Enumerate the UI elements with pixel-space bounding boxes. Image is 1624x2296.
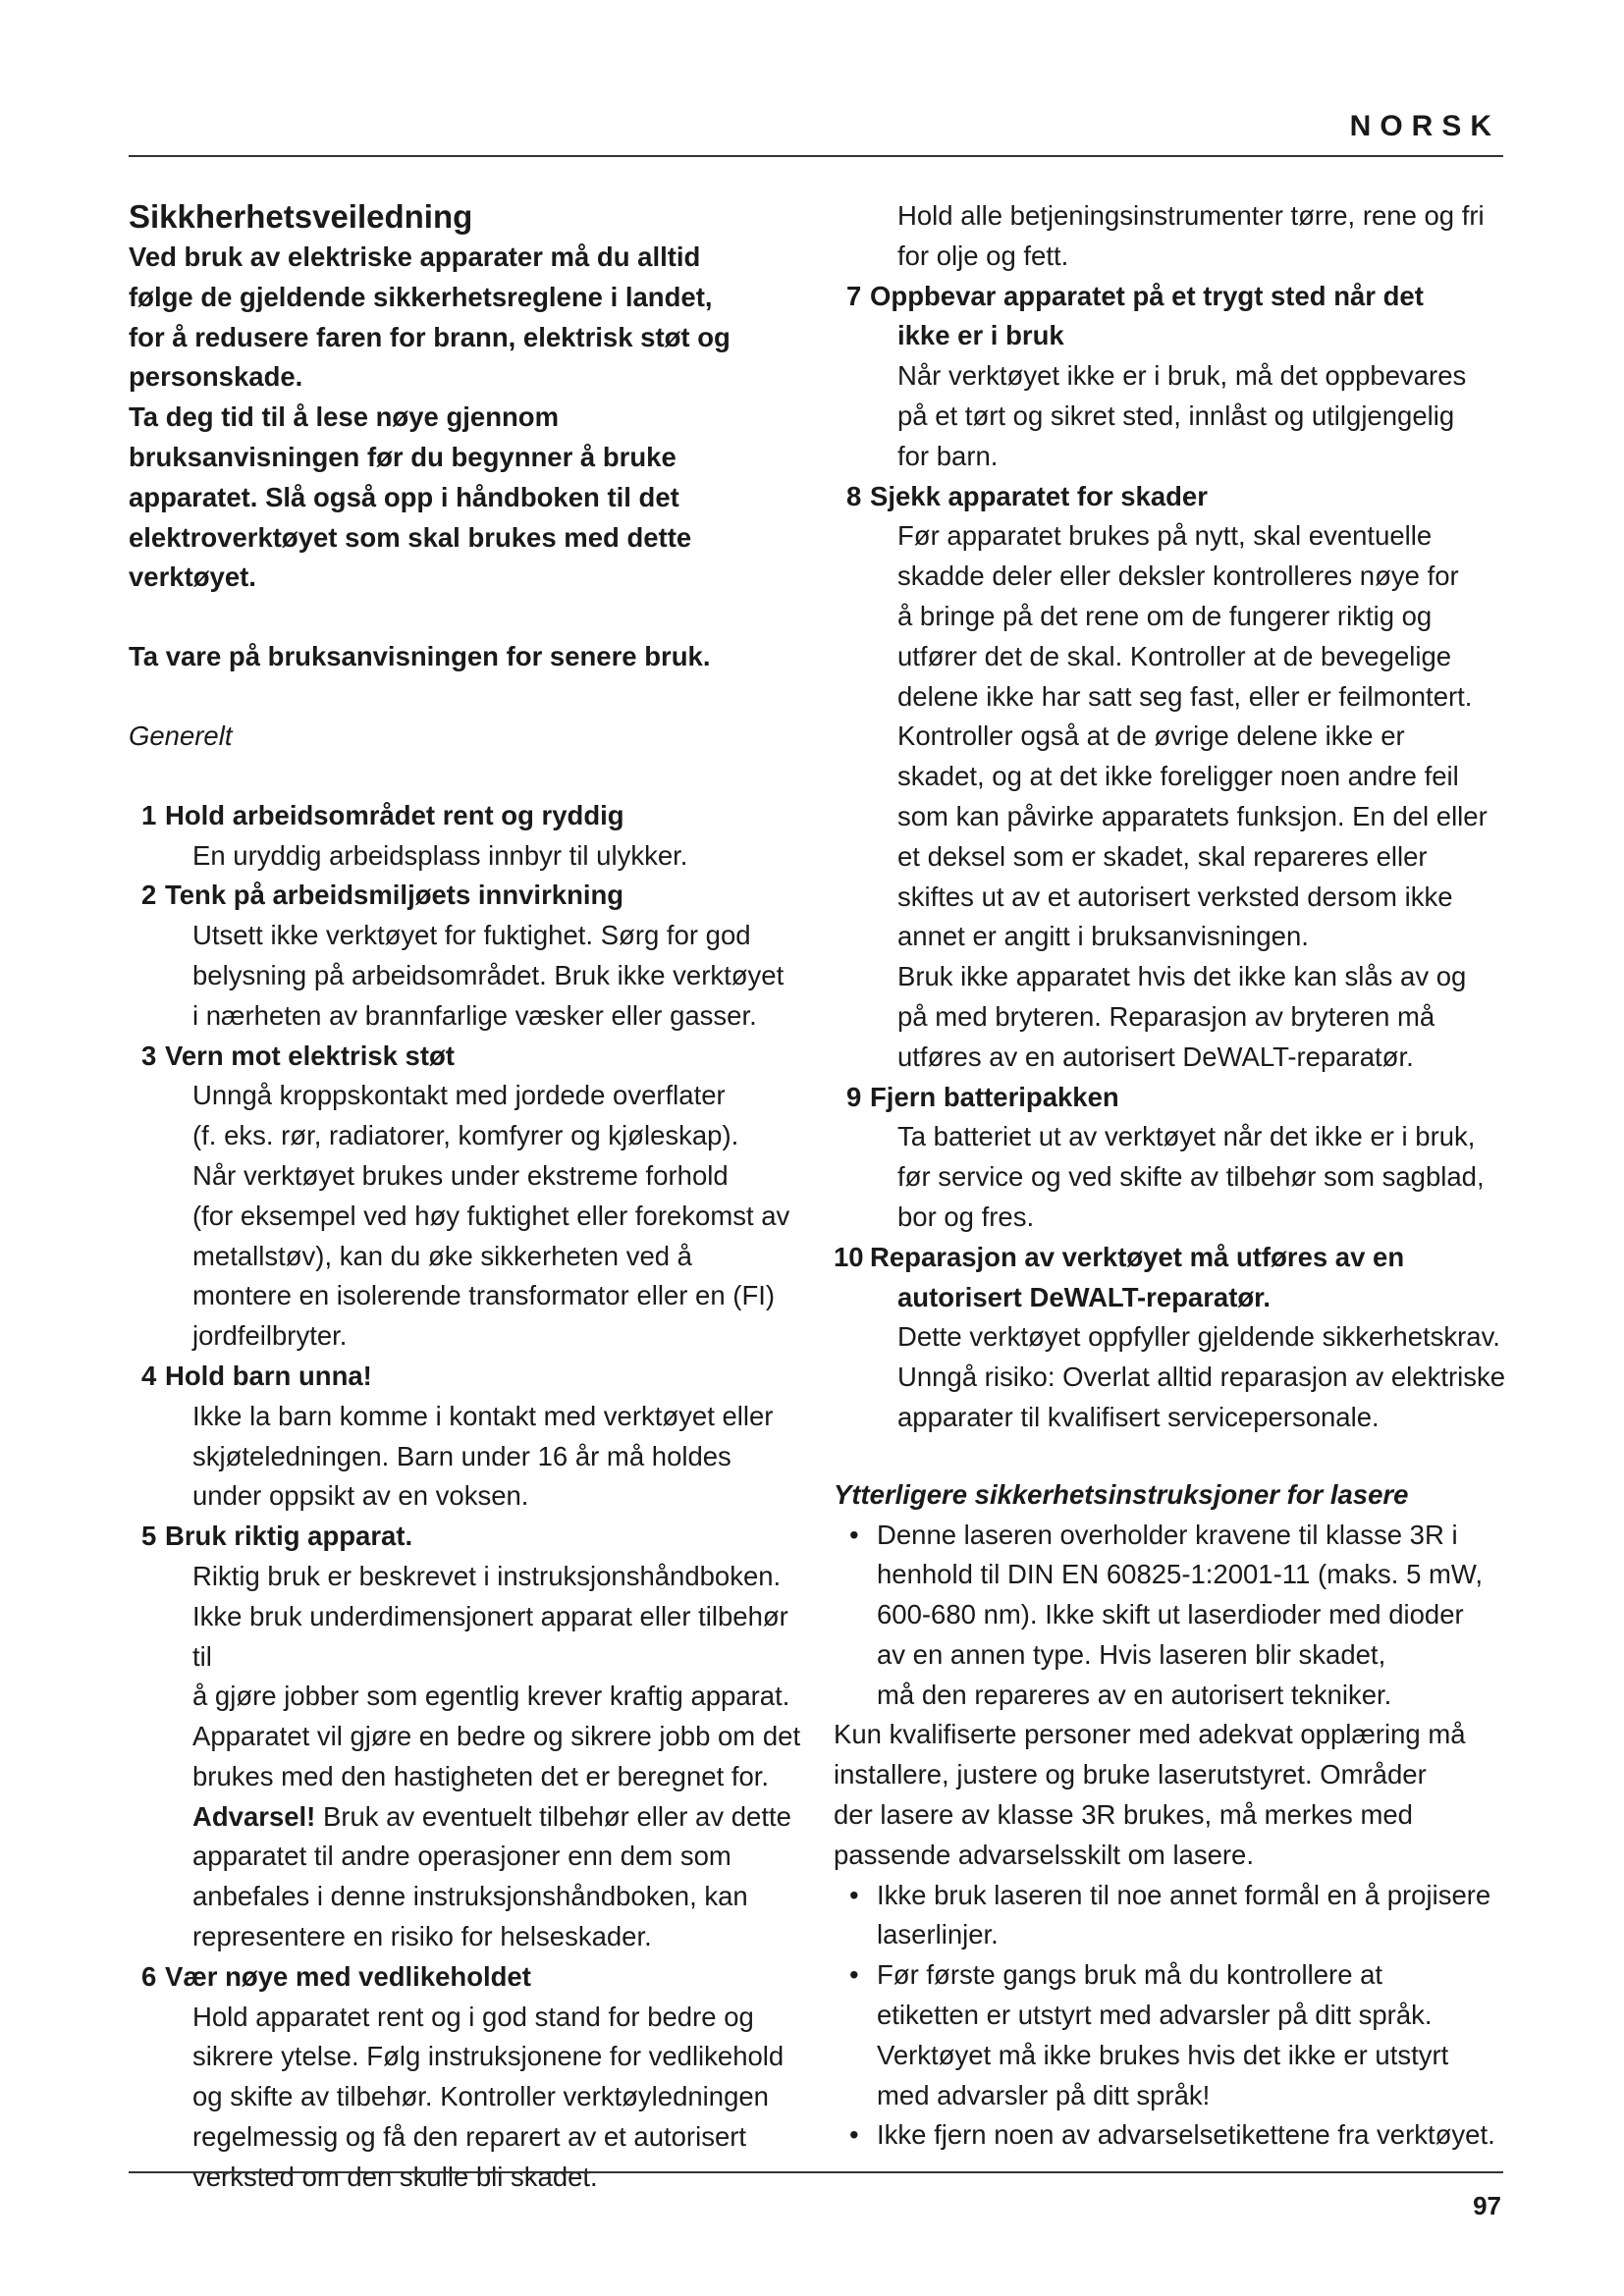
bullet-line: Ikke bruk laseren til noe annet formål en å projisere	[877, 1879, 1491, 1910]
item-body-line: for olje og fett.	[897, 240, 1069, 271]
item-body-line: Utsett ikke verktøyet for fuktighet. Sørg for god	[192, 920, 751, 951]
bullet-line: Før første gangs bruk må du kontrollere at	[877, 1959, 1383, 1991]
item-body-line: på med bryteren. Reparasjon av bryteren må	[897, 1000, 1435, 1032]
intro-line: personskade.	[129, 361, 303, 393]
item-body-line: for barn.	[897, 440, 999, 471]
item-body-line: før service og ved skifte av tilbehør som sagblad,	[897, 1161, 1485, 1193]
item-body-line: verksted om den skulle bli skadet.	[192, 2161, 598, 2192]
item-body-line: Ta batteriet ut av verktøyet når det ikke er i bruk,	[897, 1121, 1476, 1152]
item-body-line: Når verktøyet ikke er i bruk, må det oppbevares	[897, 360, 1467, 392]
item-body-line: Hold apparatet rent og i god stand for bedre og	[192, 2001, 754, 2032]
page-title: Sikkherhetsveiledning	[129, 198, 473, 235]
section-heading-general: Generelt	[129, 720, 233, 751]
safety-item-5	[129, 1517, 806, 1957]
item-body-line: skjøteledningen. Barn under 16 år må holdes	[192, 1440, 731, 1471]
left-column	[129, 196, 806, 2198]
item-heading: Fjern batteripakken	[870, 1081, 1119, 1112]
item-body-line: Apparatet vil gjøre en bedre og sikrere jobb om det	[192, 1721, 801, 1752]
bullet-line: etiketten er utstyrt med advarsler på ditt språk.	[877, 2000, 1433, 2031]
bullet-line: Ikke fjern noen av advarselsetikettene fra verktøyet.	[877, 2119, 1495, 2151]
item-body-line: på et tørt og sikret sted, innlåst og utilgjengelig	[897, 400, 1455, 431]
body-line: installere, justere og bruke laserutstyret. Områder	[834, 1759, 1427, 1790]
intro-line: Ta deg tid til å lese nøye gjennom	[129, 401, 560, 433]
bullet-line: Verktøyet må ikke brukes hvis det ikke er utstyrt	[877, 2039, 1449, 2070]
safety-item-3	[129, 1037, 806, 1357]
safety-item-1	[129, 796, 806, 877]
laser-section-heading: Ytterligere sikkerhetsinstruksjoner for lasere	[834, 1478, 1409, 1510]
item-number: 2	[141, 880, 157, 911]
item-body-line: Ikke la barn komme i kontakt med verktøyet eller	[192, 1400, 774, 1431]
item-body-line: skadde deler eller deksler kontrolleres nøye for	[897, 561, 1459, 592]
item-body-line: En uryddig arbeidsplass innbyr til ulykker.	[192, 839, 688, 871]
item-heading: autorisert DeWALT-reparatør.	[897, 1281, 1271, 1312]
page-number: 97	[1473, 2191, 1501, 2220]
header-rule	[129, 155, 1503, 157]
intro-line: verktøyet.	[129, 561, 256, 593]
item-heading: Vern mot elektrisk støt	[165, 1040, 455, 1071]
item-body-line: metallstøv), kan du øke sikkerheten ved å	[192, 1240, 692, 1271]
safety-item-7	[834, 277, 1511, 477]
bullet-line: Denne laseren overholder kravene til klasse 3R i	[877, 1519, 1458, 1550]
bullet-icon: •	[849, 1959, 859, 1991]
item-heading: Sjekk apparatet for skader	[870, 480, 1208, 511]
item-number: 8	[846, 480, 862, 511]
safety-item-10	[834, 1238, 1511, 1438]
warning-text: Bruk av eventuelt tilbehør eller av dette	[315, 1800, 791, 1832]
item-body-line: skiftes ut av et autorisert verksted dersom ikke	[897, 881, 1453, 912]
item-body-line: som kan påvirke apparatets funksjon. En del eller	[897, 800, 1488, 831]
safety-item-2	[129, 876, 806, 1036]
item-heading: Vær nøye med vedlikeholdet	[165, 1960, 531, 1992]
laser-bullet-2	[834, 1876, 1511, 1956]
laser-bullet-1	[834, 1516, 1511, 1716]
item-number: 9	[846, 1081, 862, 1112]
item-body-line: Dette verktøyet oppfyller gjeldende sikkerhetskrav.	[897, 1321, 1500, 1353]
intro-line: for å redusere faren for brann, elektrisk støt og	[129, 321, 731, 352]
safety-item-9	[834, 1078, 1511, 1238]
item-body-line: montere en isolerende transformator eller en (FI)	[192, 1280, 776, 1311]
item-number: 6	[141, 1960, 157, 1992]
item-heading: Oppbevar apparatet på et trygt sted når det	[870, 280, 1424, 311]
intro-text	[129, 238, 806, 598]
safety-item-6	[129, 1957, 806, 2198]
item-number: 10	[834, 1241, 864, 1272]
item-heading: Hold arbeidsområdet rent og ryddig	[165, 799, 624, 830]
item-heading: ikke er i bruk	[897, 320, 1064, 351]
footer-rule	[129, 2171, 1503, 2173]
bullet-line: må den repareres av en autorisert tekniker.	[877, 1679, 1392, 1710]
item-number: 1	[141, 799, 157, 830]
safety-item-4	[129, 1357, 806, 1517]
item-number: 5	[141, 1521, 157, 1552]
item-body-line: å bringe på det rene om de fungerer riktig og	[897, 600, 1433, 631]
item-body-line: Unngå kroppskontakt med jordede overflater	[192, 1080, 726, 1111]
item-body-line: å gjøre jobber som egentlig krever kraftig apparat.	[192, 1681, 790, 1712]
item-number: 4	[141, 1360, 157, 1391]
item-heading: Reparasjon av verktøyet må utføres av en	[870, 1241, 1405, 1272]
laser-bullet-4	[834, 2115, 1511, 2156]
qualified-personnel-text	[834, 1715, 1511, 1875]
body-line: passende advarselsskilt om lasere.	[834, 1839, 1254, 1870]
item-body-line: Før apparatet brukes på nytt, skal eventuelle	[897, 520, 1433, 552]
item-body-line: jordfeilbryter.	[192, 1320, 348, 1352]
safety-item-6-continued	[834, 196, 1511, 277]
item-body-line: annet er angitt i bruksanvisningen.	[897, 921, 1309, 952]
item-body-line: bor og fres.	[897, 1201, 1035, 1232]
bullet-line: med advarsler på ditt språk!	[877, 2079, 1211, 2110]
warning-label: Advarsel!	[192, 1800, 316, 1832]
item-body-line: (f. eks. rør, radiatorer, komfyrer og kjøleskap).	[192, 1120, 739, 1151]
intro-line: Ved bruk av elektriske apparater må du alltid	[129, 241, 701, 272]
item-body-line: apparater til kvalifisert servicepersonale.	[897, 1401, 1380, 1432]
item-heading: Bruk riktig apparat.	[165, 1521, 413, 1552]
item-number: 7	[846, 280, 862, 311]
item-body-line: og skifte av tilbehør. Kontroller verktøyledningen	[192, 2081, 769, 2112]
bullet-line: laserlinjer.	[877, 1919, 999, 1950]
bullet-line: 600-680 nm). Ikke skift ut laserdioder med dioder	[877, 1599, 1464, 1630]
item-heading: Hold barn unna!	[165, 1360, 372, 1391]
bullet-line: henhold til DIN EN 60825-1:2001-11 (maks. 5 mW,	[877, 1559, 1484, 1590]
item-body-line: brukes med den hastigheten det er beregnet for.	[192, 1760, 770, 1791]
item-body-line: representere en risiko for helseskader.	[192, 1921, 652, 1952]
warning-line	[165, 1797, 806, 1838]
intro-line: elektroverktøyet som skal brukes med dette	[129, 521, 692, 553]
item-body-line: Unngå risiko: Overlat alltid reparasjon av elektriske	[897, 1362, 1506, 1393]
item-number: 3	[141, 1040, 157, 1071]
bullet-icon: •	[849, 1879, 859, 1910]
item-body-line: i nærheten av brannfarlige væsker eller gasser.	[192, 999, 757, 1031]
keep-manual-note: Ta vare på bruksanvisningen for senere bruk.	[129, 641, 711, 672]
item-body-line: Bruk ikke apparatet hvis det ikke kan slås av og	[897, 961, 1467, 992]
bullet-icon: •	[849, 1519, 859, 1550]
item-body-line: (for eksempel ved høy fuktighet eller forekomst av	[192, 1200, 790, 1231]
body-line: der lasere av klasse 3R brukes, må merkes med	[834, 1799, 1413, 1831]
item-body-line: belysning på arbeidsområdet. Bruk ikke verktøyet	[192, 959, 785, 990]
bullet-line: av en annen type. Hvis laseren blir skadet,	[877, 1638, 1386, 1670]
item-body-line: regelmessig og få den reparert av et autorisert	[192, 2121, 747, 2153]
item-body-line: Ikke bruk underdimensjonert apparat eller tilbehør til	[192, 1600, 788, 1672]
item-body-line: utfører det de skal. Kontroller at de bevegelige	[897, 640, 1452, 671]
right-column	[834, 196, 1511, 2156]
intro-line: bruksanvisningen før du begynner å bruke	[129, 441, 677, 472]
bullet-icon: •	[849, 2119, 859, 2151]
item-body-line: utføres av en autorisert DeWALT-reparatør.	[897, 1041, 1414, 1072]
language-header: NORSK	[1349, 110, 1500, 142]
item-heading: Tenk på arbeidsmiljøets innvirkning	[165, 880, 624, 911]
item-body-line: skadet, og at det ikke foreligger noen andre feil	[897, 761, 1459, 792]
intro-line: følge de gjeldende sikkerhetsreglene i landet,	[129, 281, 713, 312]
item-body-line: Når verktøyet brukes under ekstreme forhold	[192, 1159, 729, 1191]
item-body-line: sikrere ytelse. Følg instruksjonene for vedlikehold	[192, 2041, 785, 2072]
item-body-line: Kontroller også at de øvrige delene ikke er	[897, 721, 1405, 752]
item-body-line: Riktig bruk er beskrevet i instruksjonshåndboken.	[192, 1560, 782, 1591]
item-body-line: delene ikke har satt seg fast, eller er feilmontert.	[897, 680, 1473, 712]
item-body-line: apparatet til andre operasjoner enn dem som	[192, 1841, 731, 1872]
item-body-line: Hold alle betjeningsinstrumenter tørre, rene og fri	[897, 200, 1485, 231]
body-line: Kun kvalifiserte personer med adekvat opplæring må	[834, 1719, 1466, 1750]
laser-bullet-3	[834, 1955, 1511, 2115]
intro-line: apparatet. Slå også opp i håndboken til det	[129, 481, 679, 512]
safety-item-8	[834, 477, 1511, 1078]
item-body-line: under oppsikt av en voksen.	[192, 1480, 529, 1512]
item-body-line: et deksel som er skadet, skal repareres eller	[897, 840, 1428, 872]
item-body-line: anbefales i denne instruksjonshåndboken, kan	[192, 1881, 748, 1912]
